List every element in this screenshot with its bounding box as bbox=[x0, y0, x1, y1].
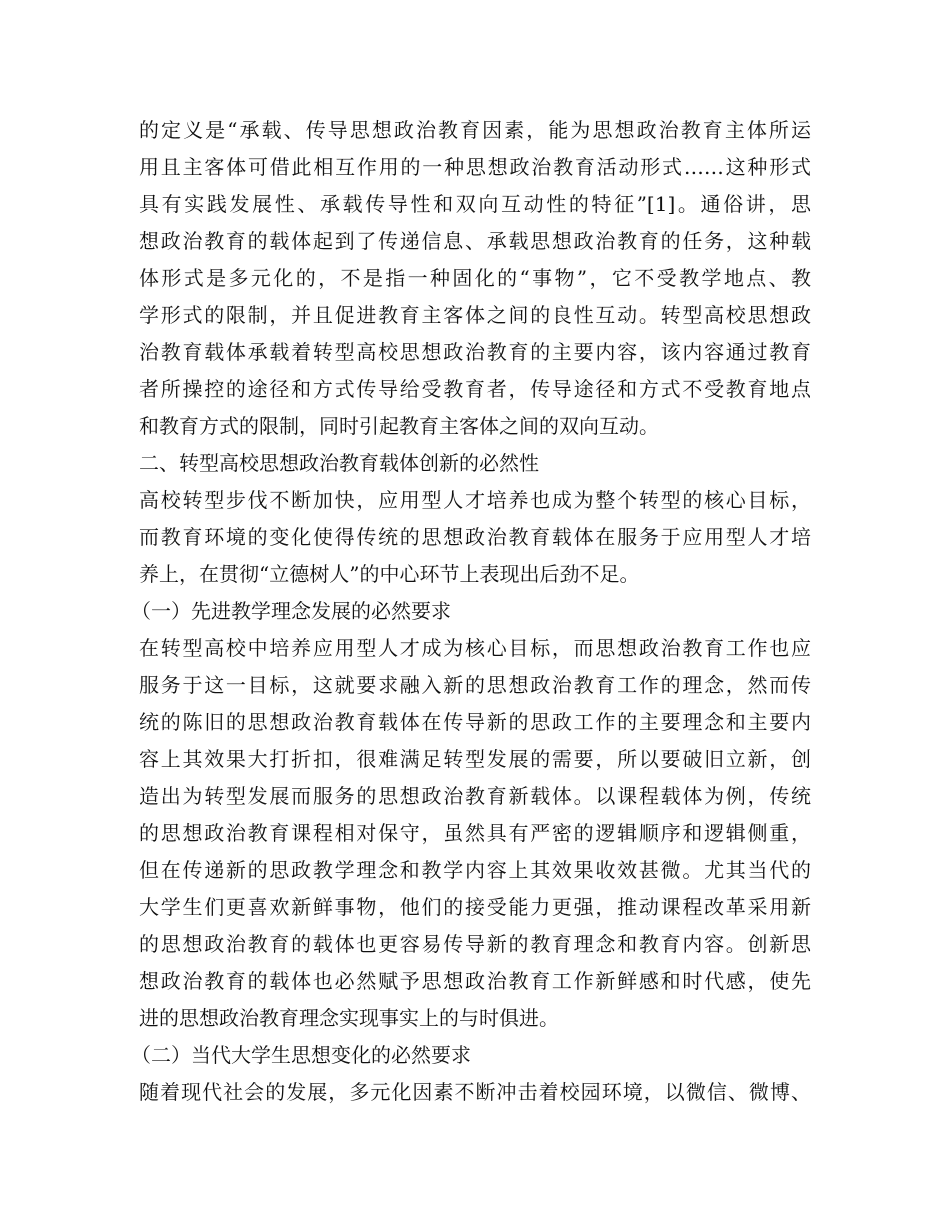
document-page bbox=[131, 112, 811, 1111]
paragraph-line: 学形式的限制，并且促进教育主客体之间的良性互动。转型高校思想政 bbox=[139, 303, 811, 327]
paragraph-line: 造出为转型发展而服务的思想政治教育新载体。以课程载体为例，传统 bbox=[139, 784, 811, 808]
paragraph-line: 统的陈旧的思想政治教育载体在传导新的思政工作的主要理念和主要内 bbox=[139, 710, 811, 734]
paragraph-line: 和教育方式的限制，同时引起教育主客体之间的双向互动。 bbox=[139, 414, 659, 438]
paragraph-line: 想政治教育的载体也必然赋予思想政治教育工作新鲜感和时代感，使先 bbox=[139, 969, 811, 993]
subsection-heading: （二）当代大学生思想变化的必然要求 bbox=[131, 1043, 471, 1067]
paragraph-line: 进的思想政治教育理念实现事实上的与时俱进。 bbox=[139, 1006, 559, 1030]
paragraph-line: 大学生们更喜欢新鲜事物，他们的接受能力更强，推动课程改革采用新 bbox=[139, 895, 811, 919]
paragraph-line: 用且主客体可借此相互作用的一种思想政治教育活动形式……这种形式 bbox=[139, 155, 811, 179]
paragraph-line: 但在传递新的思政教学理念和教学内容上其效果收效甚微。尤其当代的 bbox=[139, 858, 811, 882]
paragraph-line: 治教育载体承载着转型高校思想政治教育的主要内容，该内容通过教育 bbox=[139, 340, 811, 364]
paragraph-line: 具有实践发展性、承载传导性和双向互动性的特征”[1]。通俗讲，思 bbox=[139, 192, 811, 216]
paragraph-line: 者所操控的途径和方式传导给受教育者，传导途径和方式不受教育地点 bbox=[139, 377, 811, 401]
subsection-heading: （一）先进教学理念发展的必然要求 bbox=[131, 599, 451, 623]
paragraph-line: 容上其效果大打折扣，很难满足转型发展的需要，所以要破旧立新，创 bbox=[139, 747, 811, 771]
paragraph-line: 的思想政治教育课程相对保守，虽然具有严密的逻辑顺序和逻辑侧重， bbox=[139, 821, 811, 845]
paragraph-line: 服务于这一目标，这就要求融入新的思想政治教育工作的理念，然而传 bbox=[139, 673, 811, 697]
section-heading: 二、转型高校思想政治教育载体创新的必然性 bbox=[139, 451, 539, 475]
paragraph-line: 的思想政治教育的载体也更容易传导新的教育理念和教育内容。创新思 bbox=[139, 932, 811, 956]
paragraph-line: 在转型高校中培养应用型人才成为核心目标，而思想政治教育工作也应 bbox=[139, 636, 811, 660]
paragraph-line: 的定义是“承载、传导思想政治教育因素，能为思想政治教育主体所运 bbox=[139, 118, 811, 142]
paragraph-line: 随着现代社会的发展，多元化因素不断冲击着校园环境，以微信、微博、 bbox=[139, 1080, 811, 1104]
paragraph-line: 体形式是多元化的，不是指一种固化的“事物”，它不受教学地点、教 bbox=[139, 266, 811, 290]
paragraph-line: 想政治教育的载体起到了传递信息、承载思想政治教育的任务，这种载 bbox=[139, 229, 811, 253]
paragraph-line: 而教育环境的变化使得传统的思想政治教育载体在服务于应用型人才培 bbox=[139, 525, 811, 549]
paragraph-line: 高校转型步伐不断加快，应用型人才培养也成为整个转型的核心目标， bbox=[139, 488, 811, 512]
paragraph-line: 养上，在贯彻“立德树人”的中心环节上表现出后劲不足。 bbox=[139, 562, 640, 586]
